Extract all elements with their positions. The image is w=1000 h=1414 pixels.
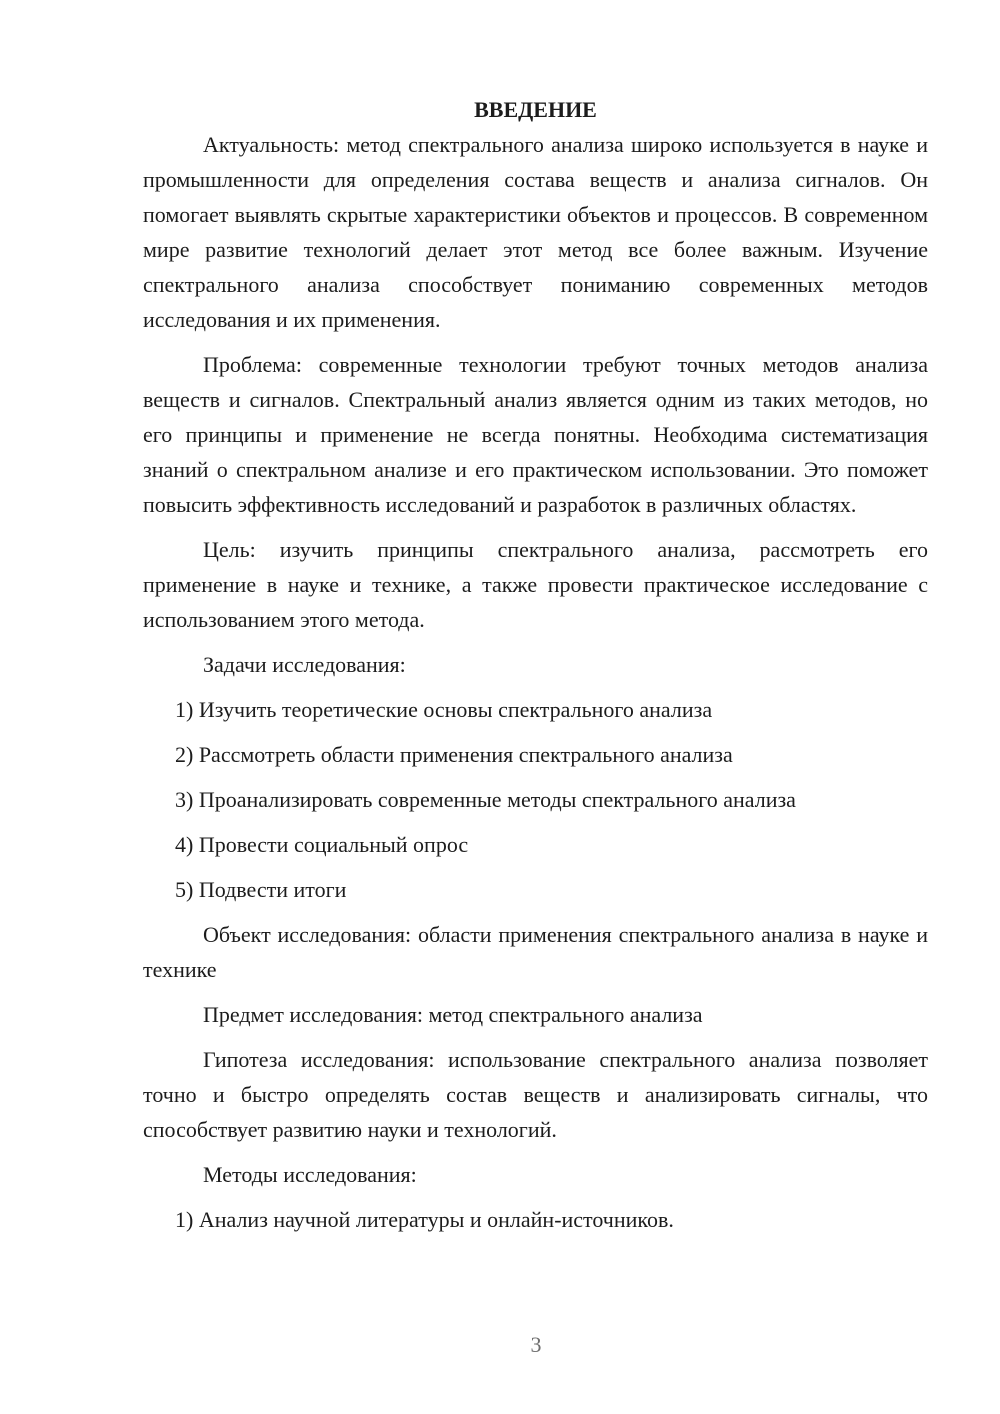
page-title: ВВЕДЕНИЕ	[474, 97, 597, 122]
list-item: 1) Анализ научной литературы и онлайн-источников.	[175, 1207, 674, 1232]
relevance-paragraph: Актуальность: метод спектрального анализа широко используется в науке и промышленности для определения состава веществ и анализа сигналов. Он помогает выявлять скрытые характеристики объектов и процессов. В современном мире развитие технологий делает этот метод все более важным. Изучение спектрального анализа способствует пониманию современных методов исследования и их применения.	[143, 132, 928, 332]
tasks-list	[143, 692, 928, 907]
goal-paragraph: Цель: изучить принципы спектрального анализа, рассмотреть его применение в науке и технике, а также провести практическое исследование с использованием этого метода.	[143, 537, 928, 632]
page-number: 3	[530, 1332, 542, 1357]
subject-paragraph: Предмет исследования: метод спектрального анализа	[203, 1002, 703, 1027]
hypothesis-paragraph: Гипотеза исследования: использование спектрального анализа позволяет точно и быстро определять состав веществ и анализировать сигналы, что способствует развитию науки и технологий.	[143, 1047, 928, 1142]
methods-heading: Методы исследования:	[203, 1162, 417, 1187]
document-page	[143, 92, 928, 1247]
list-item: 2) Рассмотреть области применения спектрального анализа	[175, 742, 733, 767]
list-item: 5) Подвести итоги	[175, 877, 347, 902]
list-item: 1) Изучить теоретические основы спектрального анализа	[175, 697, 713, 722]
problem-paragraph: Проблема: современные технологии требуют точных методов анализа веществ и сигналов. Спектральный анализ является одним из таких методов, но его принципы и применение не всегда понятны. Необходима систематизация знаний о спектральном анализе и его практическом использовании. Это поможет повысить эффективность исследований и разработок в различных областях.	[143, 352, 928, 517]
list-item: 4) Провести социальный опрос	[175, 832, 469, 857]
object-paragraph: Объект исследования: области применения спектрального анализа в науке и технике	[143, 922, 928, 982]
methods-list	[143, 1202, 928, 1237]
tasks-heading: Задачи исследования:	[203, 652, 406, 677]
list-item: 3) Проанализировать современные методы спектрального анализа	[175, 787, 796, 812]
